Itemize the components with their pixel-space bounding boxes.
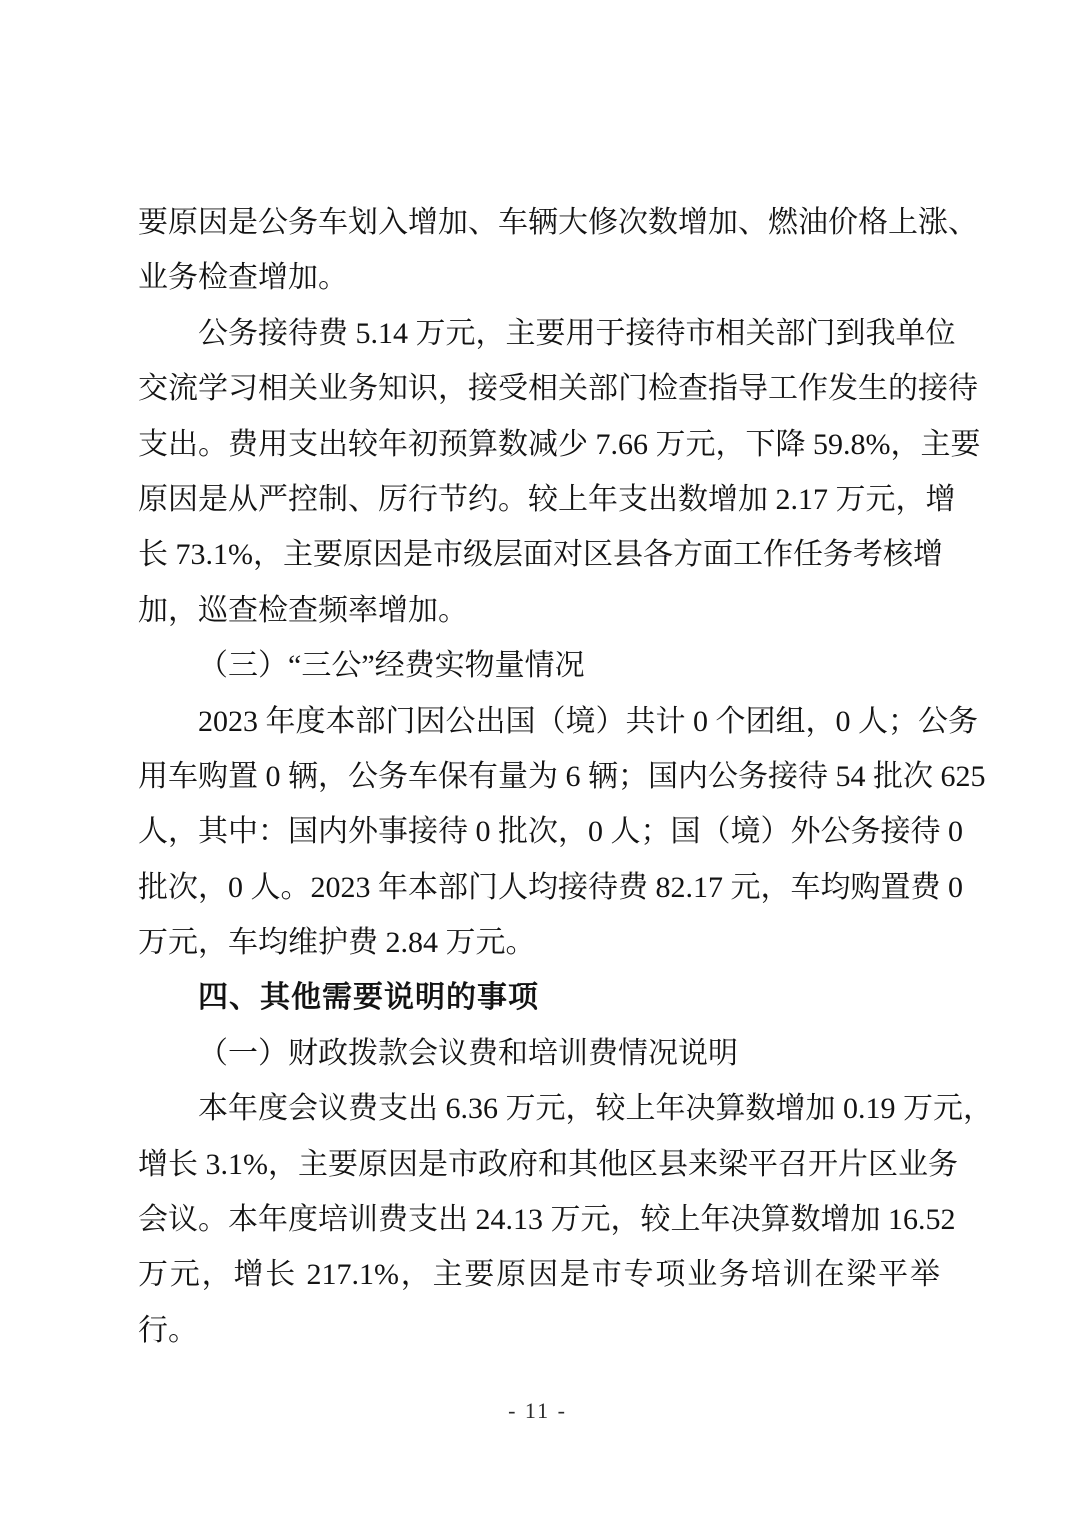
document-body — [138, 195, 993, 1347]
subheading-meeting-training-fee — [138, 1026, 940, 1081]
text-line: 加，巡查检查频率增加。 — [138, 593, 468, 627]
page-number: - 11 - — [508, 1398, 567, 1423]
text-line: 人，其中：国内外事接待 0 批次，0 人；国（境）外公务接待 0 — [138, 815, 963, 849]
text-line: 业务检查增加。 — [138, 261, 348, 295]
text-line: 2023 年度本部门因公出国（境）共计 0 个团组，0 人；公务 — [198, 704, 978, 738]
text-line: 交流学习相关业务知识，接受相关部门检查指导工作发生的接待 — [138, 372, 978, 406]
text-line: 会议。本年度培训费支出 24.13 万元，较上年决算数增加 16.52 — [138, 1203, 956, 1237]
section-heading: 四、其他需要说明的事项 — [198, 981, 539, 1015]
subheading-three-public-physical-quantity — [138, 638, 940, 693]
text-line: 要原因是公务车划入增加、车辆大修次数增加、燃油价格上涨、 — [138, 206, 978, 239]
text-line: 批次，0 人。2023 年本部门人均接待费 82.17 元，车均购置费 0 — [138, 870, 963, 904]
paragraph-physical-quantity-detail — [138, 694, 986, 971]
paragraph-meeting-training-fee-detail — [138, 1081, 993, 1347]
paragraph-vehicle-cost-continued — [138, 195, 978, 306]
text-line: 万元，增长 217.1%，主要原因是市专项业务培训在梁平举行。 — [138, 1258, 940, 1347]
page-footer — [0, 1398, 1075, 1424]
text-line: 增长 3.1%，主要原因是市政府和其他区县来梁平召开片区业务 — [138, 1147, 958, 1181]
subheading-line: （三）“三公”经费实物量情况 — [198, 649, 585, 683]
text-line: 长 73.1%，主要原因是市级层面对区县各方面工作任务考核增 — [138, 538, 943, 572]
heading-section-four — [138, 970, 940, 1025]
text-line: 原因是从严控制、厉行节约。较上年支出数增加 2.17 万元，增 — [138, 482, 956, 516]
subheading-line: （一）财政拨款会议费和培训费情况说明 — [198, 1036, 738, 1070]
paragraph-official-reception-fee — [138, 306, 981, 638]
text-line: 支出。费用支出较年初预算数减少 7.66 万元，下降 59.8%，主要 — [138, 427, 981, 461]
text-line: 本年度会议费支出 6.36 万元，较上年决算数增加 0.19 万元， — [198, 1092, 993, 1126]
text-line: 用车购置 0 辆，公务车保有量为 6 辆；国内公务接待 54 批次 625 — [138, 759, 986, 793]
text-line: 万元，车均维护费 2.84 万元。 — [138, 926, 536, 960]
text-line: 公务接待费 5.14 万元，主要用于接待市相关部门到我单位 — [198, 316, 956, 350]
